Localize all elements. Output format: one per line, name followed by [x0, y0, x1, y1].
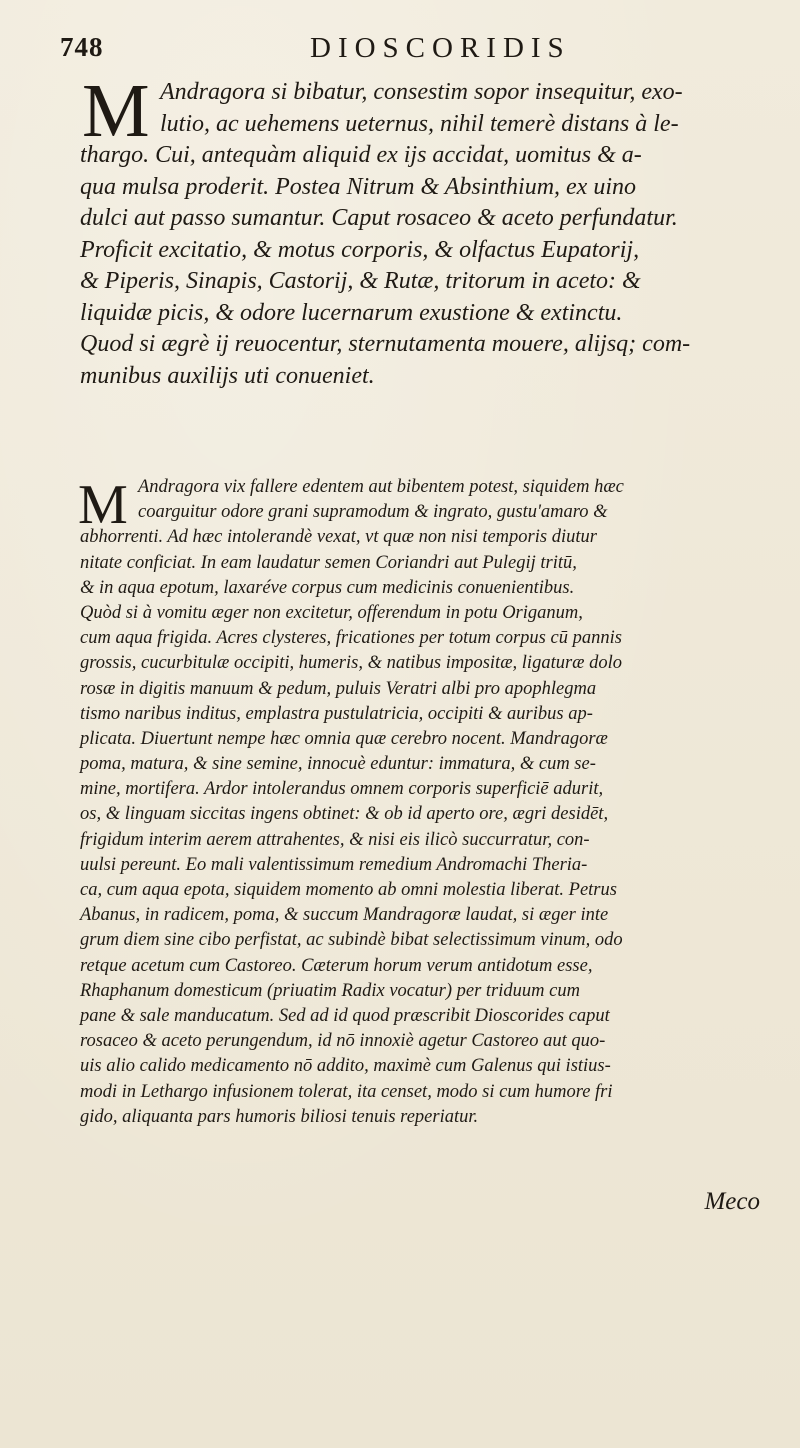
text-line: tismo naribus inditus, emplastra pustulatricia, occipiti & auribus ap-	[80, 703, 593, 724]
text-line: qua mulsa proderit. Postea Nitrum & Absinthium, ex uino	[80, 173, 636, 200]
text-line: Andragora vix fallere edentem aut bibentem potest, siquidem hæc	[138, 477, 624, 497]
text-line: munibus auxilijs uti conueniet.	[80, 362, 375, 389]
text-line: grossis, cucurbitulæ occipiti, humeris, & natibus impositæ, ligaturæ dolo	[80, 653, 623, 674]
text-line: liquidæ picis, & odore lucernarum exustione & extinctu.	[80, 299, 623, 326]
paragraph-dioscorides	[60, 69, 772, 392]
text-line: Abanus, in radicem, poma, & succum Mandragoræ laudat, si æger inte	[80, 905, 609, 926]
text-line: cum aqua frigida. Acres clysteres, fricationes per totum corpus cū pannis	[80, 628, 622, 649]
text-line: os, & linguam siccitas ingens obtinet: & ob id aperto ore, ægri desidēt,	[80, 804, 609, 825]
text-line: uis alio calido medicamento nō addito, maximè cum Galenus qui istius-	[80, 1056, 611, 1077]
paragraph-commentary	[60, 475, 772, 1130]
text-line: Proficit excitatio, & motus corporis, & olfactus Eupatorij,	[80, 236, 640, 263]
text-line: poma, matura, & sine semine, innocuè eduntur: immatura, & cum se-	[80, 754, 596, 775]
running-title: DIOSCORIDIS	[310, 32, 571, 64]
text-line: modi in Lethargo infusionem tolerat, ita censet, modo si cum humore fri	[80, 1081, 613, 1102]
catchword: Meco	[704, 1188, 760, 1215]
text-line: ca, cum aqua epota, siquidem momento ab omni molestia liberat. Petrus	[80, 880, 617, 900]
text-line: rosæ in digitis manuum & pedum, puluis Veratri albi pro apophlegma	[80, 678, 597, 699]
text-line: & in aqua epotum, laxaréve corpus cum medicinis conuenientibus.	[80, 577, 575, 598]
text-line: Quòd si à vomitu æger non excitetur, offerendum in potu Origanum,	[80, 602, 583, 623]
text-line: mine, mortifera. Ardor intolerandus omnem corporis superficiē adurit,	[80, 779, 604, 800]
text-line: pane & sale manducatum. Sed ad id quod præscribit Dioscorides caput	[80, 1005, 610, 1026]
text-line: lutio, ac uehemens ueternus, nihil temerè distans à le-	[160, 110, 679, 137]
drop-cap: M	[78, 474, 128, 536]
drop-cap: M	[82, 69, 150, 153]
text-line: gido, aliquanta pars humoris biliosi tenuis reperiatur.	[80, 1106, 479, 1127]
text-line: nitate conficiat. In eam laudatur semen Coriandri aut Pulegij tritū,	[80, 552, 577, 573]
text-line: Rhaphanum domesticum (priuatim Radix vocatur) per triduum cum	[80, 980, 580, 1001]
text-line: frigidum interim aerem attrahentes, & nisi eis ilicò succurratur, con-	[80, 829, 590, 850]
text-line: grum diem sine cibo perfistat, ac subindè bibat selectissimum vinum, odo	[80, 930, 623, 951]
text-line: abhorrenti. Ad hæc intolerandè vexat, vt quæ non nisi temporis diutur	[80, 527, 597, 548]
text-line: rosaceo & aceto perungendum, id nō innoxiè agetur Castoreo aut quo-	[80, 1031, 606, 1052]
text-line: retque acetum cum Castoreo. Cæterum horum verum antidotum esse,	[80, 955, 593, 976]
page-number: 748	[60, 32, 104, 62]
text-line: & Piperis, Sinapis, Castorij, & Rutæ, tritorum in aceto: &	[80, 268, 641, 294]
page-header	[60, 28, 760, 68]
text-line: uulsi pereunt. Eo mali valentissimum remedium Andromachi Theria-	[80, 854, 588, 875]
text-line: Quod si ægrè ij reuocentur, sternutamenta mouere, alijsq; com-	[80, 331, 691, 357]
text-line: plicata. Diuertunt nempe hæc omnia quæ cerebro nocent. Mandragoræ	[80, 728, 608, 749]
text-line: coarguitur odore grani supramodum & ingrato, gustu'amaro &	[138, 502, 608, 523]
text-line: Andragora si bibatur, consestim sopor insequitur, exo-	[160, 79, 683, 105]
text-line: dulci aut passo sumantur. Caput rosaceo & aceto perfundatur.	[80, 205, 678, 231]
text-line: thargo. Cui, antequàm aliquid ex ijs accidat, uomitus & a-	[80, 142, 642, 168]
